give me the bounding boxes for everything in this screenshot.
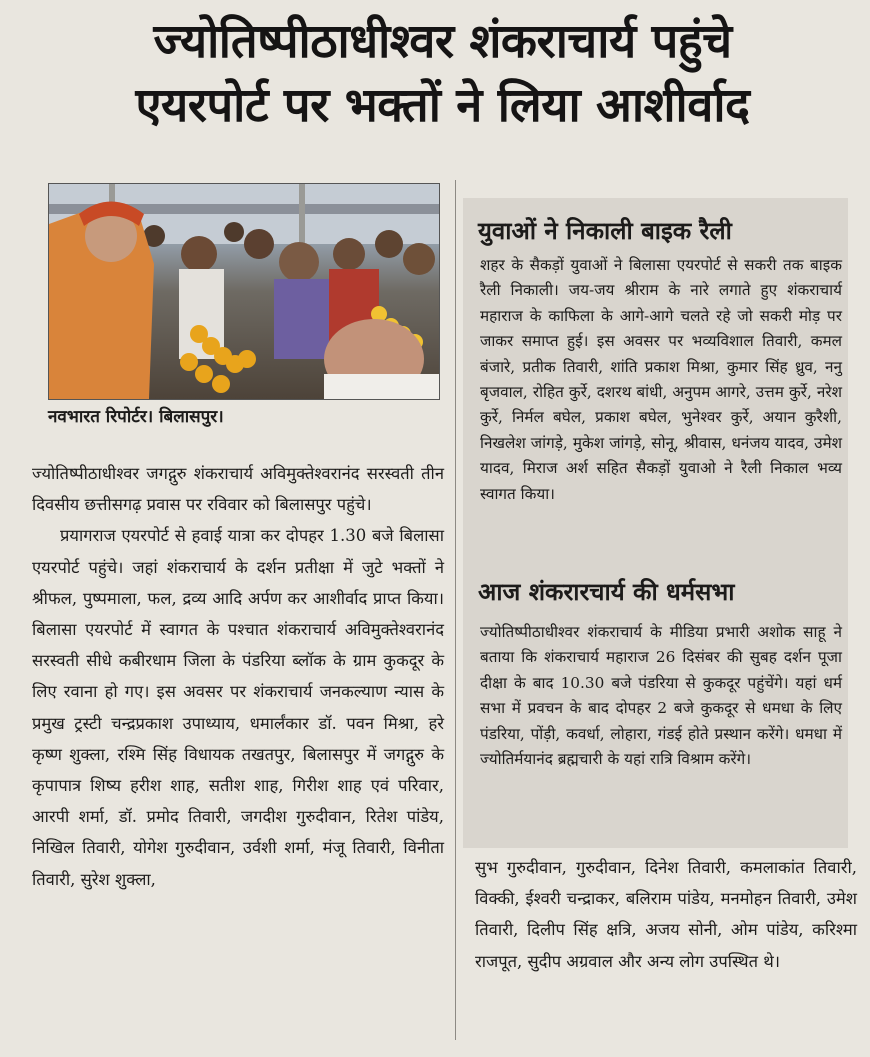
column-divider [455,180,456,1040]
sidebar-paragraph-1: शहर के सैकड़ों युवाओं ने बिलासा एयरपोर्ट से सकरी तक बाइक रैली निकाली। जय-जय श्रीराम के नारे लगाते हुए शंकराचार्य महाराज के काफिला के आगे-आगे चलते रहे जो सकरी मोड़ पर जाकर समाप्त हुई। इस अवसर पर भव्यविशाल तिवारी, कमल बंजारे, प्रतीक तिवारी, शांति प्रकाश मिश्रा, कुमार सिंह ध्रुव, ननु बृजवाल, रोहित कुर्रे, दशरथ बांधी, अनुपम आगरे, उत्तम कुर्रे, नरेश कुर्रे, निर्मल बघेल, प्रकाश बघेल, भुनेश्वर कुर्रे, अयान कुरैशी, निखलेश जांगड़े, मुकेश जांगड़े, सोनू, श्रीवास, धनंजय यादव, उमेश यादव, मिराज अर्श सहित सैकड़ों युवाओ ने रैली निकाल भव्य स्वागत किया। [480,256,842,503]
right-continuation-column [475,852,857,977]
sidebar-body-bike-rally [480,253,842,507]
sidebar-heading-bike-rally: युवाओं ने निकाली बाइक रैली [478,217,732,245]
main-article-column [32,458,444,895]
sidebar-paragraph-2: ज्योतिष्पीठाधीश्वर शंकराचार्य के मीडिया प्रभारी अशोक साहू ने बताया कि शंकराचार्य महाराज 26 दिसंबर की सुबह दर्शन पूजा दीक्षा के बाद 10.30 बजे पंडरिया से कुकदूर पहुंचेंगे। यहां धर्म सभा में प्रवचन के बाद दोपहर 2 बजे कुकदूर से धमधा के लिए पंडरिया, पोंड़ी, कवर्धा, लोहारा, गंडई होते प्रस्थान करेंगे। धमधा में ज्योतिर्मयानंद ब्रह्मचारी के यहां रात्रि विश्राम करेंगे। [480,623,842,769]
headline-line-2: एयरपोर्ट पर भक्तों ने लिया आशीर्वाद [135,78,750,133]
news-photo [48,183,440,400]
article-paragraph-2: प्रयागराज एयरपोर्ट से हवाई यात्रा कर दोपहर 1.30 बजे बिलासा एयरपोर्ट पहुंचे। जहां शंकराचार्य के दर्शन प्रतीक्षा में जुटे भक्तों ने श्रीफल, पुष्पमाला, फल, द्रव्य आदि अर्पण कर आशीर्वाद प्राप्त किया। बिलासा एयरपोर्ट में स्वागत के पश्चात शंकराचार्य अविमुक्तेश्वरानंद सरस्वती सीधे कबीरधाम जिला के पंडरिया ब्लॉक के ग्राम कुकदूर के लिए रवाना हो गए। इस अवसर पर शंकराचार्य जनकल्याण न्यास के प्रमुख ट्रस्टी चन्द्रप्रकाश उपाध्याय, धमार्लंकार डॉ. पवन मिश्रा, हरे कृष्ण शुक्ला, रश्मि सिंह विधायक तखतपुर, बिलासपुर में जगद्गुरु के कृपापात्र शिष्य हरीश शाह, सतीश शाह, गिरीश शाह एवं परिवार, आरपी शर्मा, डॉ. प्रमोद तिवारी, जगदीश गुरुदीवान, रितेश पांडेय, निखिल तिवारी, योगेश गुरुदीवान, उर्वशी शर्मा, मंजू तिवारी, विनीता तिवारी, सुरेश शुक्ला, [32,526,444,889]
article-paragraph-1: ज्योतिष्पीठाधीश्वर जगद्गुरु शंकराचार्य अविमुक्तेश्वरानंद सरस्वती तीन दिवसीय छत्तीसगढ़ प्रवास पर रविवार को बिलासपुर पहुंचे। [32,464,444,515]
sidebar-heading-dharmasabha: आज शंकरारचार्य की धर्मसभा [478,578,735,606]
right-paragraph: सुभ गुरुदीवान, गुरुदीवान, दिनेश तिवारी, कमलाकांत तिवारी, विक्की, ईश्वरी चन्द्राकर, बलिराम पांडेय, मनमोहन तिवारी, उमेश तिवारी, दिलीप सिंह क्षत्रि, अजय सोनी, ओम पांडेय, करिश्मा राजपूत, सुदीप अग्रवाल और अन्य लोग उपस्थित थे। [475,858,857,971]
headline [30,10,855,138]
headline-line-1: ज्योतिष्पीठाधीश्वर शंकराचार्य पहुंचे [153,14,732,69]
photo-caption: नवभारत रिपोर्टर। बिलासपुर। [48,407,224,427]
sidebar-body-dharmasabha [480,620,842,772]
photo-scene-illustration [49,184,439,399]
